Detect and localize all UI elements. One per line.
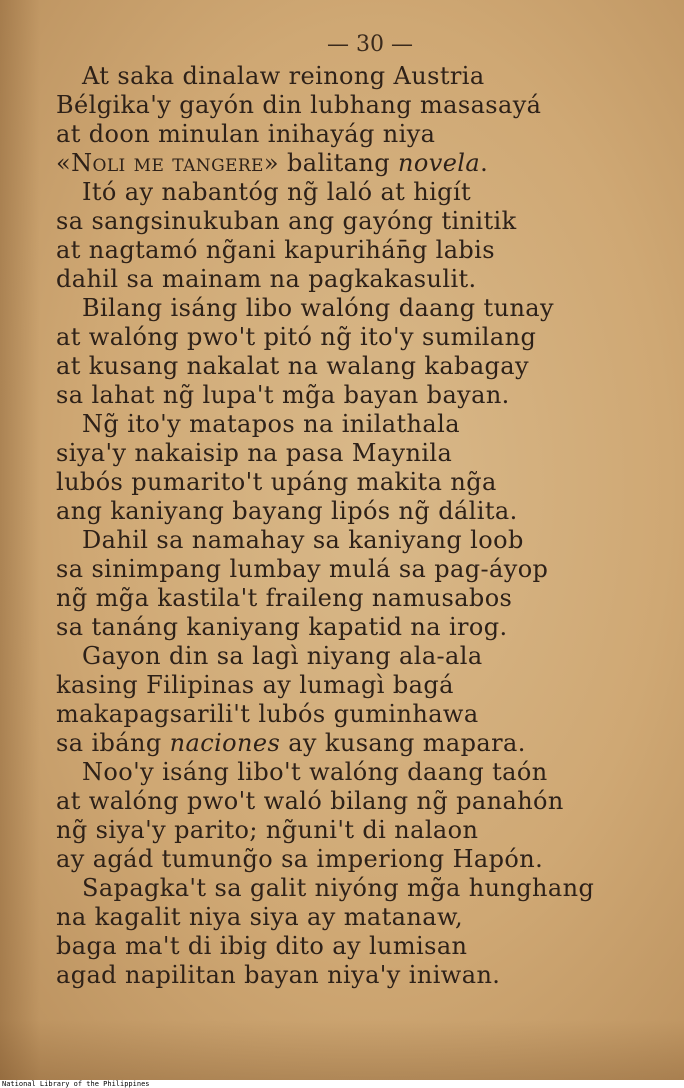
poem-line: sa lahat ng̃ lupa't mg̃a bayan bayan. bbox=[56, 381, 510, 409]
poem-line: kasing Filipinas ay lumagì bagá bbox=[56, 671, 454, 699]
close-quote: » bbox=[263, 149, 279, 177]
page-shadow-left bbox=[0, 0, 40, 1080]
italic-word: novela bbox=[398, 149, 481, 177]
poem-line: makapagsarili't lubós guminhawa bbox=[56, 700, 479, 728]
open-quote: « bbox=[56, 149, 72, 177]
poem-line: at kusang nakalat na walang kabagay bbox=[56, 352, 529, 380]
poem-line: At saka dinalaw reinong Austria bbox=[82, 62, 485, 90]
poem-line: dahil sa mainam na pagkakasulit. bbox=[56, 265, 477, 293]
poem-line: ay agád tumung̃o sa imperiong Hapón. bbox=[56, 845, 544, 873]
poem-line: Sapagka't sa galit niyóng mg̃a hunghang bbox=[82, 874, 595, 902]
poem-line: Noo'y isáng libo't walóng daang taón bbox=[82, 758, 548, 786]
poem-line: ng̃ siya'y parito; ng̃uni't di nalaon bbox=[56, 816, 479, 844]
poem-line: na kagalit niya siya ay matanaw, bbox=[56, 903, 464, 931]
poem-line: siya'y nakaisip na pasa Maynila bbox=[56, 439, 453, 467]
library-credit: National Library of the Philippines bbox=[2, 1080, 150, 1088]
poem-line: sa sinimpang lumbay mulá sa pag-áyop bbox=[56, 555, 549, 583]
poem-line: Ng̃ ito'y matapos na inilathala bbox=[82, 410, 460, 438]
line-text: balitang bbox=[278, 149, 399, 177]
book-title: Noli me tangere bbox=[71, 149, 264, 177]
poem-line: lubós pumarito't upáng makita ng̃a bbox=[56, 468, 497, 496]
page-number: — 30 — bbox=[327, 32, 413, 57]
poem-line: Itó ay nabantóg ng̃ laló at higít bbox=[82, 178, 472, 206]
line-text: ay kusang mapara. bbox=[280, 729, 526, 757]
poem-line: Bélgika'y gayón din lubhang masasayá bbox=[56, 91, 542, 119]
poem-line: Bilang isáng libo walóng daang tunay bbox=[82, 294, 554, 322]
italic-word: naciones bbox=[169, 729, 281, 757]
poem-line: baga ma't di ibig dito ay lumisan bbox=[56, 932, 468, 960]
poem-line: at nagtamó ng̃ani kapurihán̄g labis bbox=[56, 236, 495, 264]
poem-line bbox=[56, 729, 656, 758]
poem-line: at walóng pwo't pitó ng̃ ito'y sumilang bbox=[56, 323, 537, 351]
poem-line bbox=[56, 149, 656, 178]
line-end: . bbox=[480, 149, 489, 177]
poem-line: agad napilitan bayan niya'y iniwan. bbox=[56, 961, 501, 989]
poem-line: sa sangsinukuban ang gayóng tinitik bbox=[56, 207, 517, 235]
poem-line: Dahil sa namahay sa kaniyang loob bbox=[82, 526, 524, 554]
line-text: sa ibáng bbox=[56, 729, 170, 757]
poem-line: at walóng pwo't waló bilang ng̃ panahón bbox=[56, 787, 564, 815]
poem-line: at doon minulan inihayág niya bbox=[56, 120, 436, 148]
poem-line: ang kaniyang bayang lipós ng̃ dálita. bbox=[56, 497, 518, 525]
poem-text bbox=[56, 62, 656, 990]
poem-line: ng̃ mg̃a kastila't fraileng namusabos bbox=[56, 584, 513, 612]
poem-line: Gayon din sa lagì niyang ala-ala bbox=[82, 642, 483, 670]
page-shadow-bottom bbox=[0, 1020, 684, 1080]
poem-line: sa tanáng kaniyang kapatid na irog. bbox=[56, 613, 508, 641]
